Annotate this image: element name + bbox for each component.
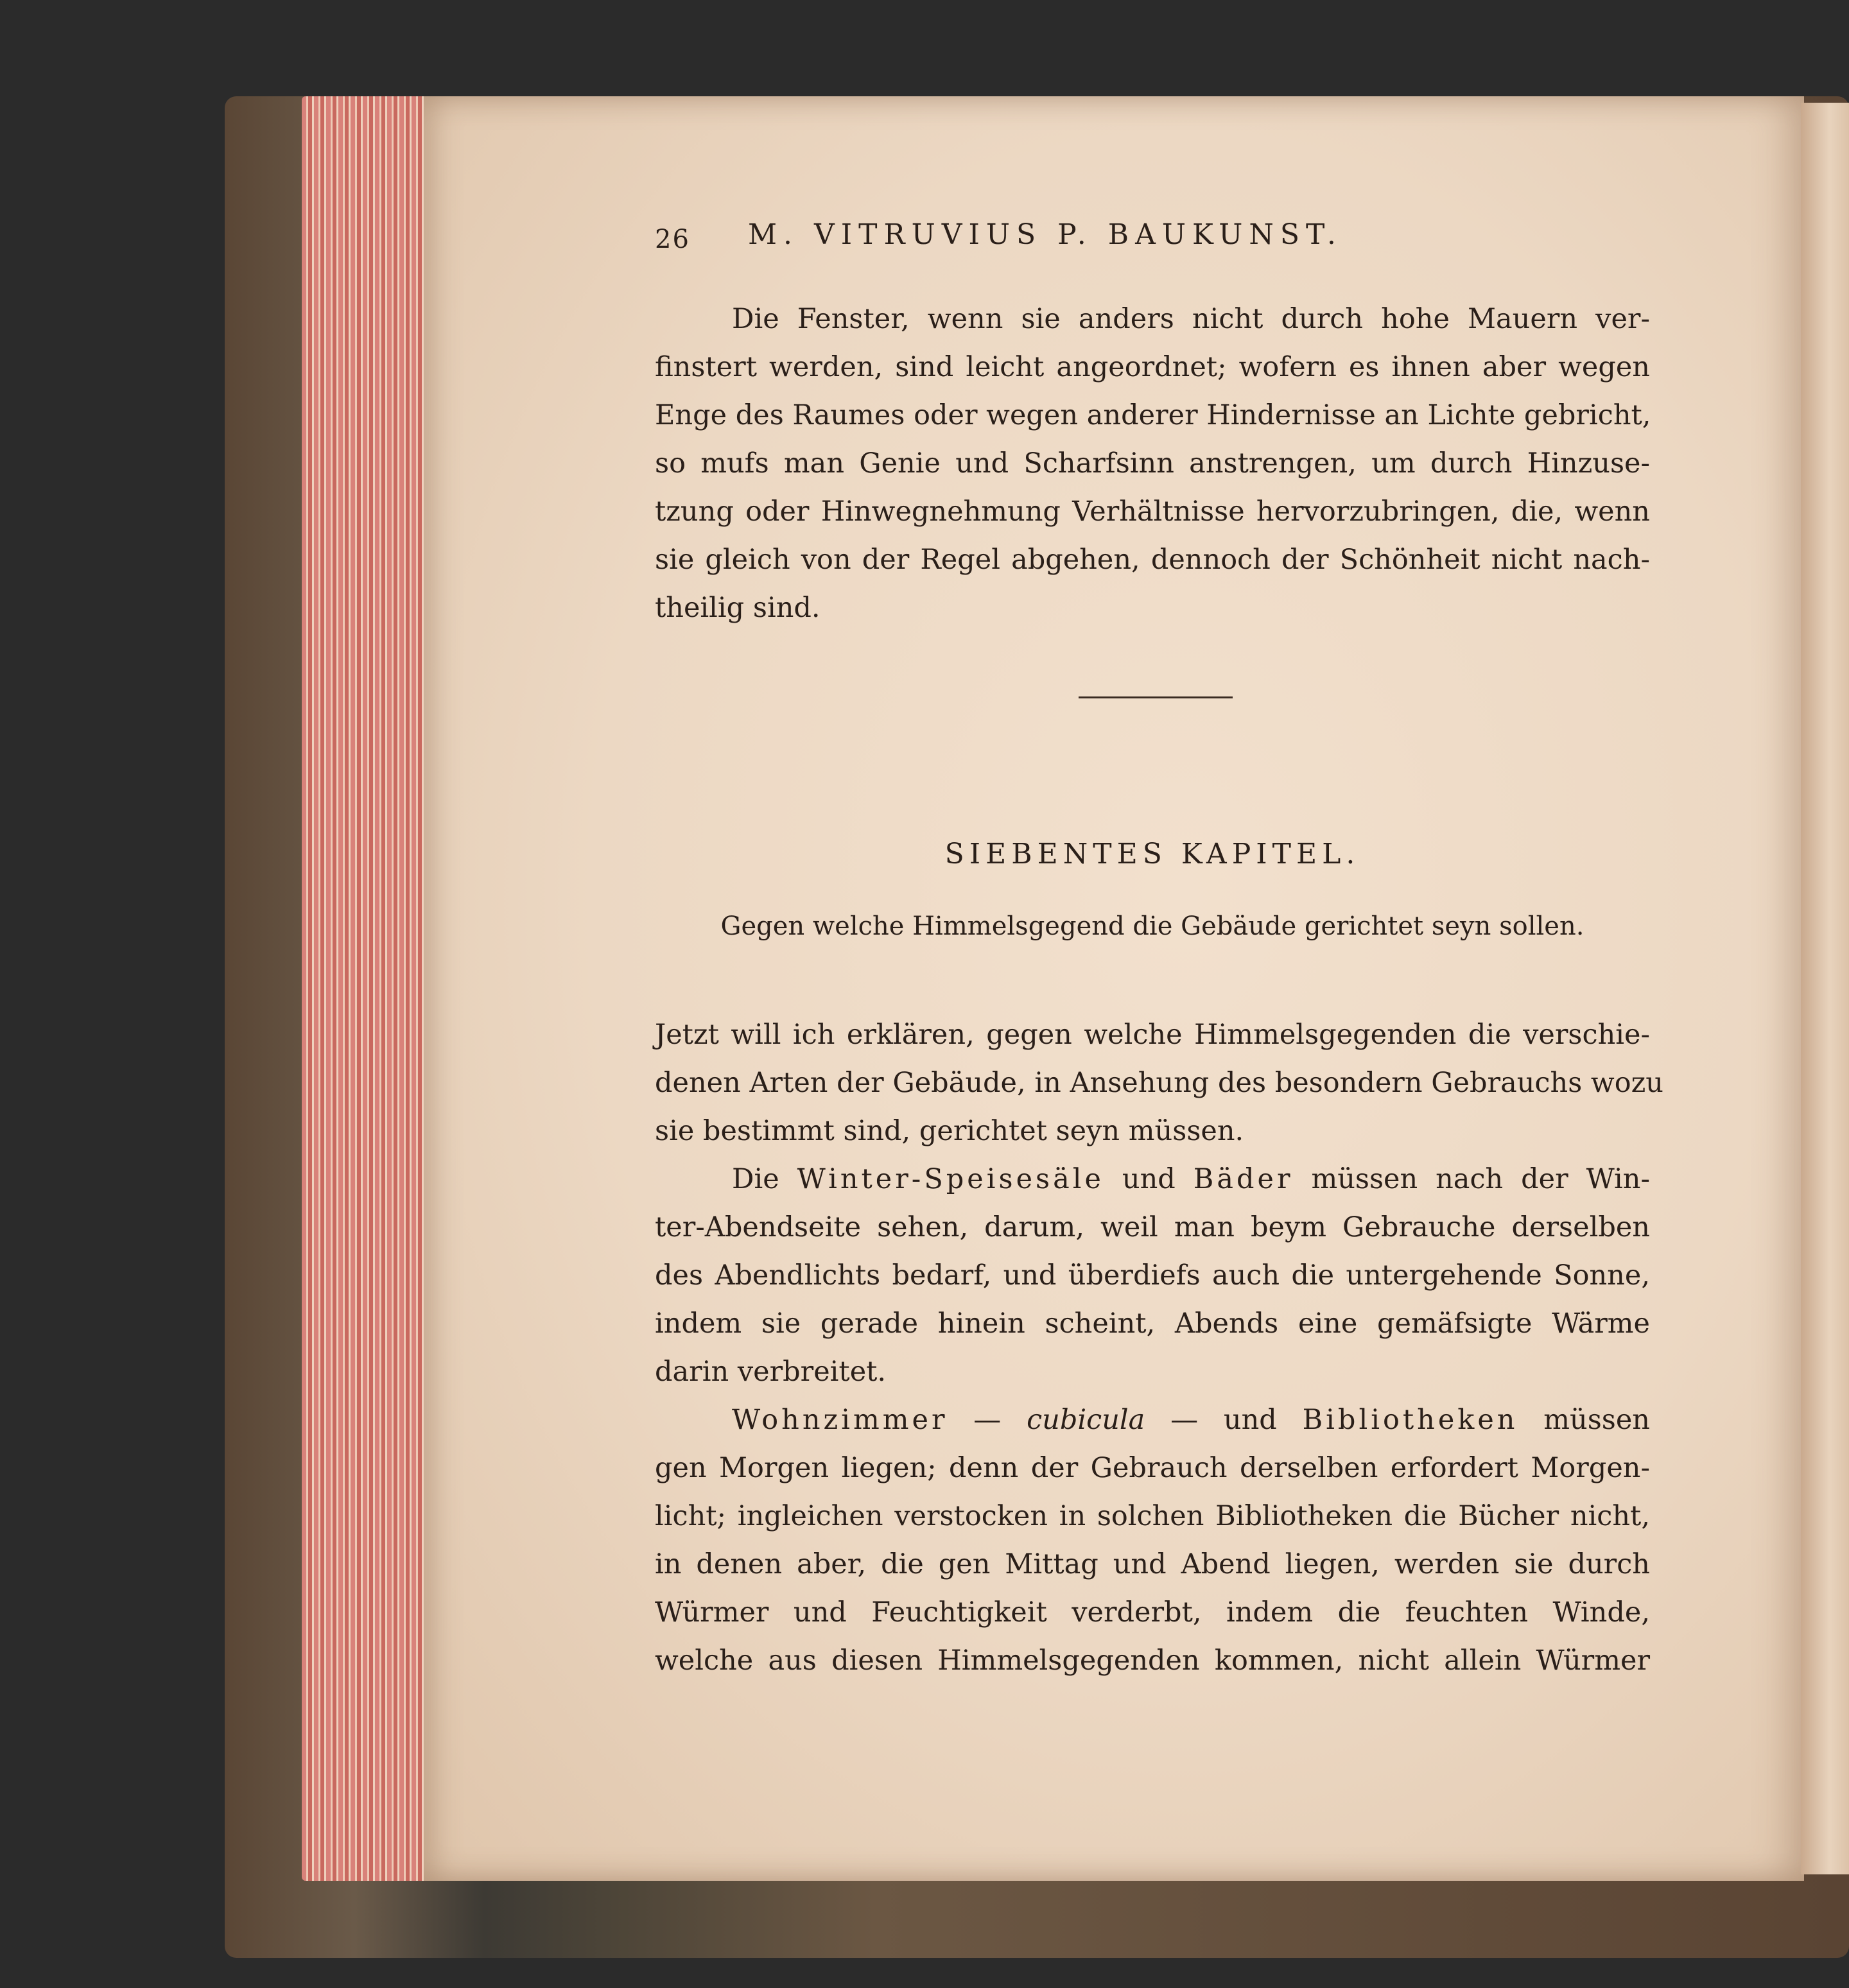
text-line: ter-Abendseite sehen, darum, weil man beym Gebrauche derselben — [655, 1211, 1650, 1243]
paragraph-windows — [655, 295, 1650, 632]
text-line: darin verbreitet. — [655, 1356, 887, 1388]
text-line: welche aus diesen Himmelsgegenden kommen, nicht allein Würmer — [655, 1645, 1650, 1677]
emphasized-term: Bibliotheken — [1302, 1404, 1518, 1436]
paragraph-winter-rooms — [655, 1155, 1650, 1396]
text-line: finstert werden, sind leicht angeordnet; wofern es ihnen aber wegen — [655, 351, 1650, 383]
emphasized-term: Wohnzimmer — [732, 1404, 948, 1436]
word: Die — [732, 1163, 779, 1195]
text-line: licht; ingleichen verstocken in solchen Bibliotheken die Bücher nicht, — [655, 1500, 1650, 1532]
page-header — [655, 218, 1650, 270]
text-line: Enge des Raumes oder wegen anderer Hindernisse an Lichte gebricht, — [655, 399, 1651, 431]
page-edges — [302, 96, 430, 1881]
paragraph-intro — [655, 1011, 1663, 1155]
running-head: M. VITRUVIUS P. BAUKUNST. — [748, 218, 1342, 251]
text-line: denen Arten der Gebäude, in Ansehung des besondern Gebrauchs wozu — [655, 1067, 1663, 1099]
word: und — [1223, 1404, 1277, 1436]
chapter-title: SIEBENTES KAPITEL. — [944, 838, 1360, 870]
page-number: 26 — [655, 225, 690, 254]
text-line: tzung oder Hinwegnehmung Verhältnisse hervorzubringen, die, wenn — [655, 496, 1650, 528]
text-line: theilig sind. — [655, 592, 820, 624]
section-divider — [1079, 696, 1233, 698]
next-page-edge — [1801, 103, 1849, 1874]
text-line — [655, 1155, 1650, 1204]
text-line: in denen aber, die gen Mittag und Abend liegen, werden sie durch — [655, 1548, 1650, 1580]
text-line: des Abendlichts bedarf, und überdiefs auch die untergehende Sonne, — [655, 1259, 1650, 1292]
dash: — — [973, 1404, 1002, 1436]
text-line: Die Fenster, wenn sie anders nicht durch hohe Mauern ver- — [732, 303, 1650, 335]
text-line: Jetzt will ich erklären, gegen welche Himmelsgegenden die verschie- — [655, 1019, 1650, 1051]
text-line: indem sie gerade hinein scheint, Abends eine gemäfsigte Wärme — [655, 1308, 1650, 1340]
paragraph-living-rooms — [655, 1396, 1650, 1685]
word: und — [1122, 1163, 1176, 1195]
word: müssen — [1543, 1404, 1650, 1436]
text-line: gen Morgen liegen; denn der Gebrauch derselben erfordert Morgen- — [655, 1452, 1650, 1484]
latin-term: cubicula — [1027, 1404, 1145, 1436]
text-line: so mufs man Genie und Scharfsinn anstrengen, um durch Hinzuse- — [655, 447, 1650, 480]
chapter-subtitle: Gegen welche Himmelsgegend die Gebäude gerichtet seyn sollen. — [720, 912, 1584, 941]
text-line: Würmer und Feuchtigkeit verderbt, indem die feuchten Winde, — [655, 1596, 1650, 1629]
dash: — — [1170, 1404, 1199, 1436]
word: müssen nach der Win- — [1311, 1163, 1651, 1195]
text-line: sie gleich von der Regel abgehen, dennoch der Schönheit nicht nach- — [655, 544, 1650, 576]
text-line: sie bestimmt sind, gerichtet seyn müssen. — [655, 1115, 1244, 1147]
text-line — [655, 1396, 1650, 1444]
emphasized-term: Bäder — [1193, 1163, 1294, 1195]
emphasized-term: Winter-Speisesäle — [797, 1163, 1104, 1195]
